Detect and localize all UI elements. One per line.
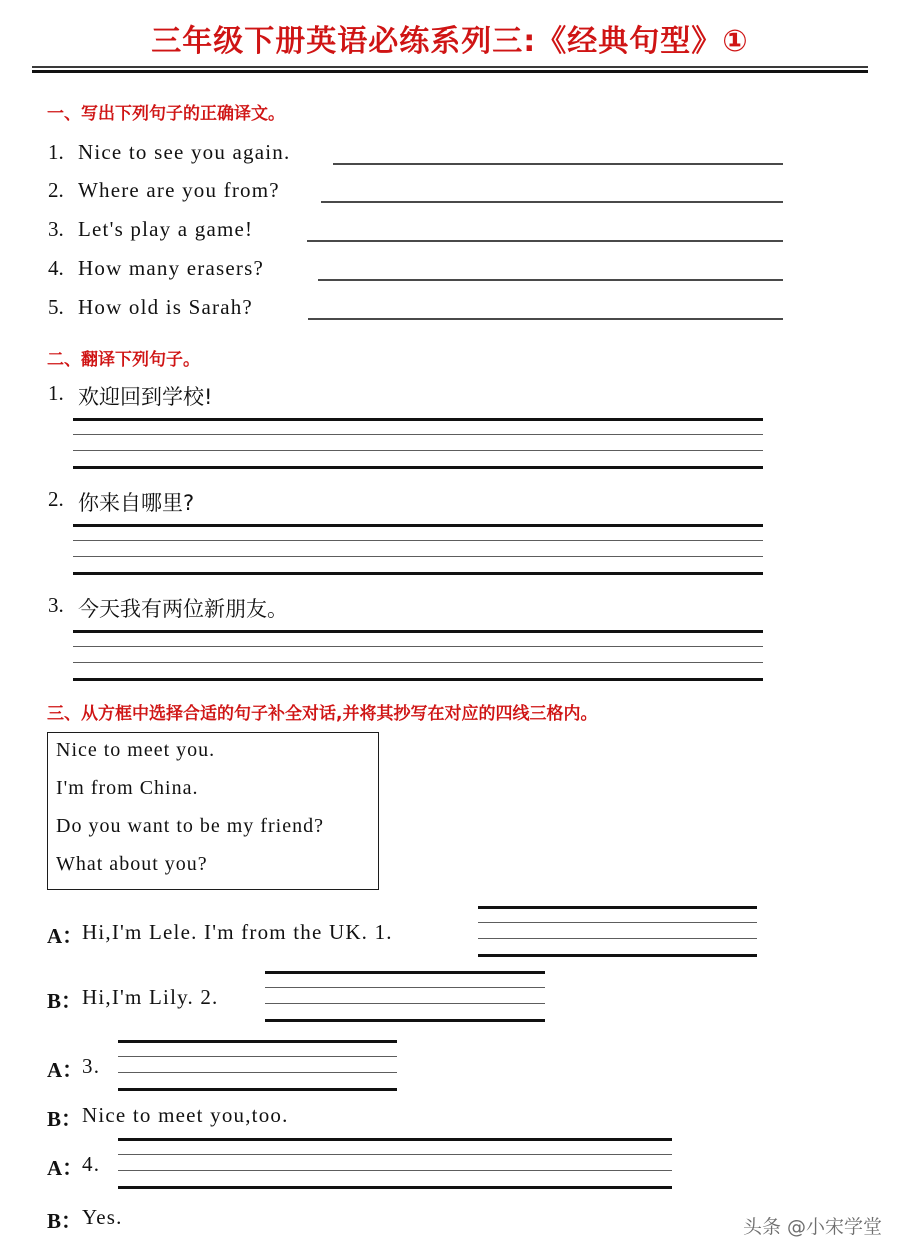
dialogue-writing-guide[interactable] <box>265 971 545 1021</box>
section-1-heading: 一、写出下列句子的正确译文。 <box>47 104 285 124</box>
dialogue-text: Yes. <box>82 1205 123 1229</box>
section-2-heading: 二、翻译下列句子。 <box>47 350 200 370</box>
s2-writing-guide[interactable] <box>73 524 763 574</box>
s2-item-sentence: 你来自哪里? <box>78 491 195 515</box>
s1-item-number: 2. <box>48 178 64 202</box>
s2-item-sentence: 今天我有两位新朋友。 <box>78 597 288 621</box>
s1-answer-line[interactable] <box>307 240 783 242</box>
s1-answer-line[interactable] <box>308 318 783 320</box>
choice-option[interactable]: Nice to meet you. <box>56 739 216 761</box>
s1-item-number: 1. <box>48 140 64 164</box>
s1-item-number: 4. <box>48 256 64 280</box>
s1-item-sentence: How old is Sarah? <box>78 295 253 319</box>
choice-option[interactable]: I'm from China. <box>56 777 199 799</box>
section-3-heading: 三、从方框中选择合适的句子补全对话,并将其抄写在对应的四线三格内。 <box>47 704 598 724</box>
s1-item-sentence: How many erasers? <box>78 256 265 280</box>
dialogue-speaker: A： <box>47 924 84 948</box>
s1-item-number: 5. <box>48 295 64 319</box>
s2-item-number: 2. <box>48 487 64 511</box>
dialogue-speaker: B： <box>47 989 83 1013</box>
dialogue-speaker: A： <box>47 1156 84 1180</box>
s2-item-sentence: 欢迎回到学校! <box>78 385 213 409</box>
s1-item-sentence: Where are you from? <box>78 178 280 202</box>
s2-writing-guide[interactable] <box>73 418 763 468</box>
header-divider <box>32 66 868 73</box>
dialogue-speaker: B： <box>47 1209 83 1233</box>
s2-item-number: 3. <box>48 593 64 617</box>
dialogue-writing-guide[interactable] <box>118 1040 397 1090</box>
dialogue-text: Hi,I'm Lele. I'm from the UK. 1. <box>82 920 393 944</box>
s2-writing-guide[interactable] <box>73 630 763 680</box>
dialogue-text: Hi,I'm Lily. 2. <box>82 985 219 1009</box>
choice-option[interactable]: Do you want to be my friend? <box>56 815 324 837</box>
dialogue-text: 4. <box>82 1152 101 1176</box>
s1-item-sentence: Nice to see you again. <box>78 140 291 164</box>
s2-item-number: 1. <box>48 381 64 405</box>
dialogue-speaker: A： <box>47 1058 84 1082</box>
choice-option[interactable]: What about you? <box>56 853 208 875</box>
dialogue-text: Nice to meet you,too. <box>82 1103 289 1127</box>
dialogue-speaker: B： <box>47 1107 83 1131</box>
page-title: 三年级下册英语必练系列三:《经典句型》① <box>151 24 749 59</box>
watermark: 头条 @小宋学堂 <box>742 1216 882 1238</box>
s1-answer-line[interactable] <box>321 201 783 203</box>
s1-answer-line[interactable] <box>333 163 783 165</box>
s1-item-sentence: Let's play a game! <box>78 217 254 241</box>
dialogue-writing-guide[interactable] <box>478 906 757 956</box>
choice-box <box>47 732 379 890</box>
dialogue-text: 3. <box>82 1054 101 1078</box>
s1-answer-line[interactable] <box>318 279 783 281</box>
dialogue-writing-guide[interactable] <box>118 1138 672 1188</box>
s1-item-number: 3. <box>48 217 64 241</box>
